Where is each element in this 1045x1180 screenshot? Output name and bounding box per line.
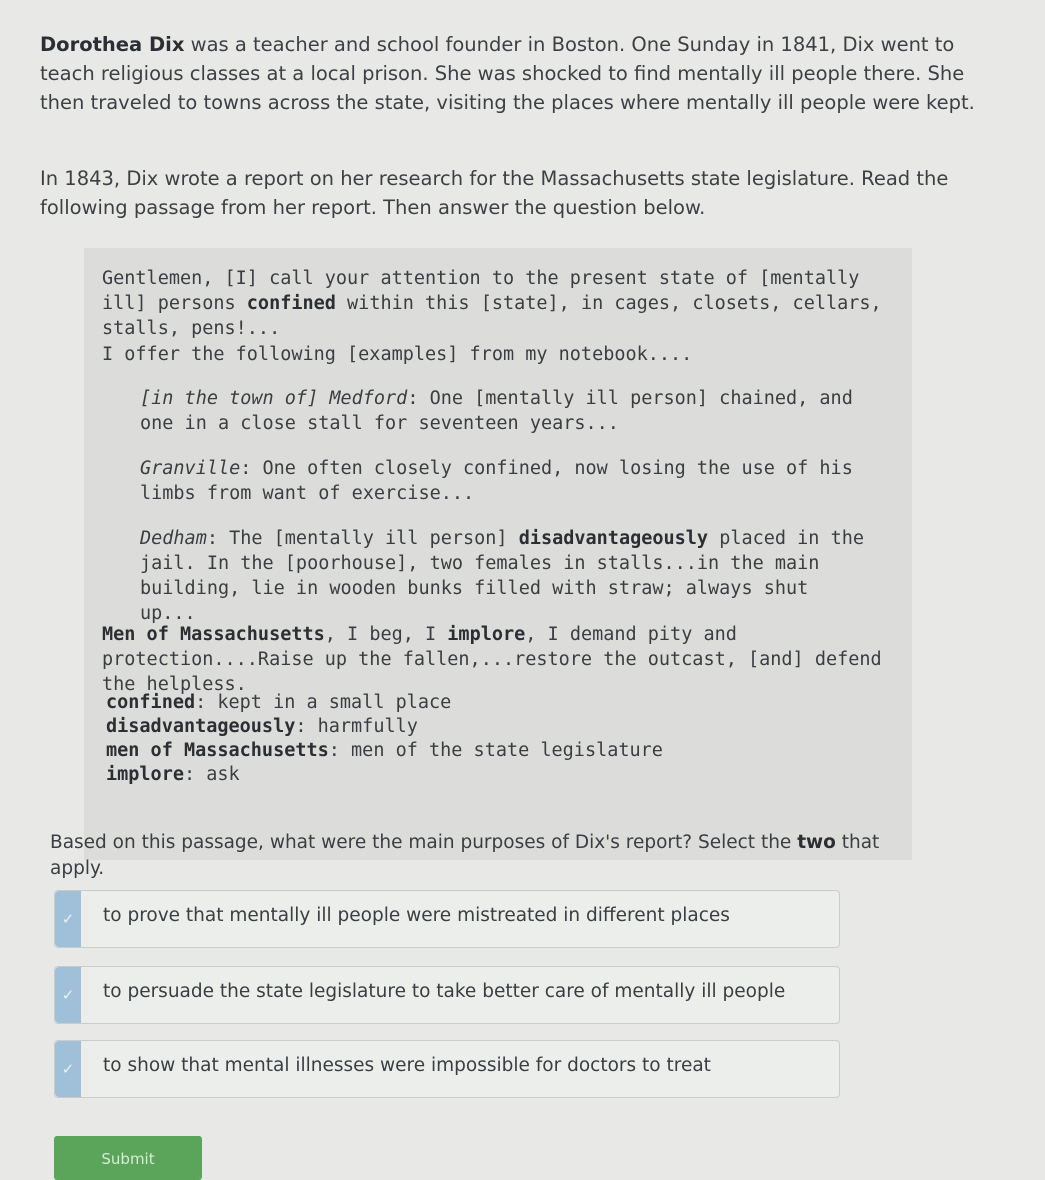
vocab-men-of-massachusetts: Men of Massachusetts bbox=[102, 624, 325, 645]
question-text: Based on this passage, what were the main purposes of Dix's report? Select the bbox=[50, 832, 798, 853]
question-text: that apply. bbox=[50, 832, 880, 879]
intro-p1-text: was a teacher and school founder in Boston. One Sunday in 1841, Dix went to teach religious classes at a local prison. She was shocked to find mentally ill people there. She then traveled to towns across the state, visiting the places where mentally ill people were kept. bbox=[40, 33, 975, 114]
glossary-term: implore bbox=[106, 764, 184, 785]
example-text: : The [mentally ill person] bbox=[206, 528, 519, 549]
passage-text: Gentlemen, [I] call your attention to the present state of [mentally ill] persons bbox=[102, 268, 860, 314]
glossary-def: : men of the state legislature bbox=[328, 740, 663, 761]
glossary bbox=[106, 690, 806, 786]
example-label: Granville bbox=[140, 458, 241, 479]
glossary-term: disadvantageously bbox=[106, 716, 296, 737]
passage-line-2: I offer the following [examples] from my notebook.... bbox=[102, 344, 693, 365]
glossary-def: : harmfully bbox=[295, 716, 418, 737]
glossary-item bbox=[106, 714, 806, 738]
example-medford bbox=[140, 386, 870, 436]
answer-option-label: to persuade the state legislature to take better care of mentally ill people bbox=[103, 981, 786, 1002]
vocab-implore: implore bbox=[447, 624, 526, 645]
passage-line-1 bbox=[102, 266, 892, 341]
report-passage bbox=[84, 248, 912, 860]
answer-option-2[interactable] bbox=[54, 966, 840, 1024]
intro-paragraph-2 bbox=[40, 164, 1000, 222]
checkbox-icon[interactable]: ✓ bbox=[55, 891, 81, 947]
example-dedham bbox=[140, 526, 870, 626]
glossary-term: confined bbox=[106, 692, 196, 713]
glossary-def: : kept in a small place bbox=[195, 692, 452, 713]
answer-option-1[interactable] bbox=[54, 890, 840, 948]
checkbox-icon[interactable]: ✓ bbox=[55, 1041, 81, 1097]
vocab-disadvantageously: disadvantageously bbox=[518, 528, 709, 549]
intro-paragraph-1 bbox=[40, 30, 1000, 117]
example-text: : One [mentally ill person] chained, and one in a close stall for seventeen years... bbox=[140, 388, 853, 434]
example-label: [in the town of] Medford bbox=[140, 388, 408, 409]
glossary-item bbox=[106, 738, 806, 762]
passage-text: within this [state], in cages, closets, cellars, stalls, pens!... bbox=[102, 293, 882, 339]
passage-text: , I beg, I bbox=[324, 624, 448, 645]
example-granville bbox=[140, 456, 870, 506]
glossary-item bbox=[106, 762, 806, 786]
submit-button[interactable]: Submit bbox=[54, 1136, 202, 1180]
example-text: placed in the jail. In the [poorhouse], two females in stalls...in the main building, lie in wooden bunks filled with straw; always shut up... bbox=[140, 528, 864, 624]
vocab-confined: confined bbox=[246, 293, 336, 314]
answer-option-label: to show that mental illnesses were impossible for doctors to treat bbox=[103, 1055, 711, 1076]
glossary-def: : ask bbox=[183, 764, 240, 785]
example-text: : One often closely confined, now losing the use of his limbs from want of exercise... bbox=[140, 458, 853, 504]
dix-name: Dorothea Dix bbox=[40, 33, 185, 56]
question-prompt bbox=[50, 830, 920, 882]
passage-appeal bbox=[102, 622, 892, 697]
intro-p2-text: In 1843, Dix wrote a report on her research for the Massachusetts state legislature. Read the following passage from her report. Then answer the question below. bbox=[40, 167, 949, 219]
passage-text: , I demand pity and protection....Raise up the fallen,...restore the outcast, [and] defend the helpless. bbox=[102, 624, 882, 695]
glossary-item bbox=[106, 690, 806, 714]
glossary-term: men of Massachusetts bbox=[106, 740, 329, 761]
checkbox-icon[interactable]: ✓ bbox=[55, 967, 81, 1023]
question-emphasis: two bbox=[797, 832, 836, 853]
answer-option-label: to prove that mentally ill people were mistreated in different places bbox=[103, 905, 730, 926]
example-label: Dedham bbox=[140, 528, 207, 549]
answer-option-3[interactable] bbox=[54, 1040, 840, 1098]
